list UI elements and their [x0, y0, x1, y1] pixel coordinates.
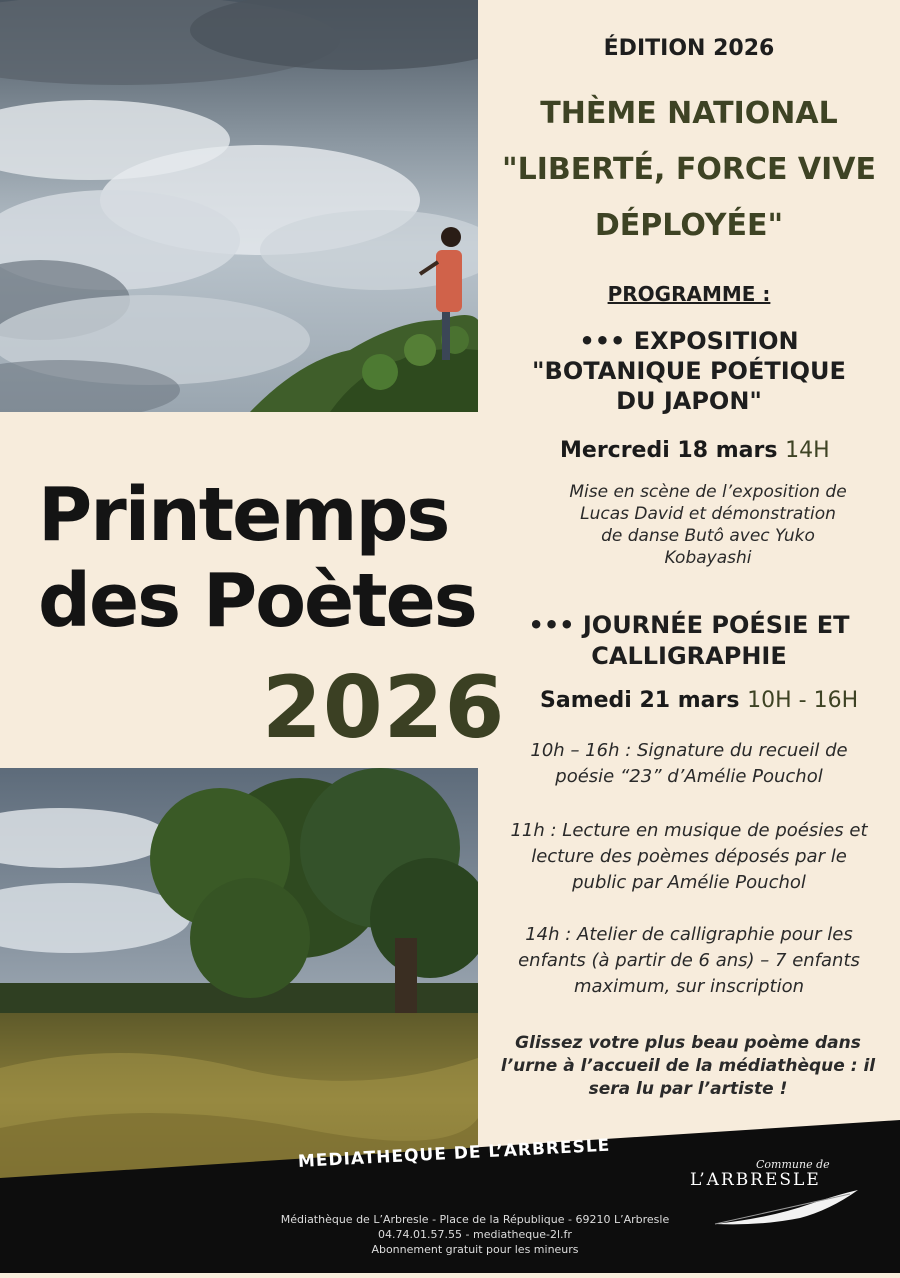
cta-line: sera lu par l’artiste ! — [588, 1079, 788, 1099]
cta-line: Glissez votre plus beau poème dans — [515, 1033, 861, 1053]
event1-date — [560, 438, 830, 463]
event2-day: Samedi 21 mars — [540, 688, 740, 713]
desc-line: Lucas David et démonstration — [580, 504, 836, 524]
title-year: 2026 — [262, 658, 506, 758]
footer-address: Médiathèque de L’Arbresle - Place de la République - 69210 L’Arbresle — [280, 1213, 670, 1226]
event-journee-title — [478, 610, 900, 672]
footer-note: Abonnement gratuit pour les mineurs — [371, 1243, 579, 1256]
event1-day: Mercredi 18 mars — [560, 438, 778, 463]
footer-info — [240, 1212, 710, 1257]
title-printemps: Printemps — [38, 472, 449, 558]
feather-icon — [710, 1188, 860, 1228]
event2-hour: 10H - 16H — [747, 688, 859, 713]
logo-subtitle: Commune de — [756, 1158, 830, 1171]
programme-heading: PROGRAMME : — [607, 282, 771, 306]
desc-line: public par Amélie Pouchol — [572, 872, 806, 893]
title-des-poetes: des Poètes — [38, 558, 476, 644]
call-to-action — [488, 1032, 888, 1101]
arbresle-logo — [690, 1158, 870, 1238]
desc-line: Kobayashi — [664, 548, 752, 568]
desc-line: lecture des poèmes déposés par le — [531, 846, 847, 867]
event-exposition-title — [478, 326, 900, 416]
event2-signature — [498, 738, 880, 790]
desc-line: maximum, sur inscription — [573, 976, 805, 997]
journee-line-1: ••• JOURNÉE POÉSIE ET — [528, 611, 850, 639]
expo-line-2: "BOTANIQUE POÉTIQUE — [532, 357, 846, 385]
event2-lecture — [498, 818, 880, 896]
theme-line-2: "LIBERTÉ, FORCE VIVE — [502, 152, 876, 187]
event2-date — [540, 688, 858, 713]
event1-description — [528, 481, 888, 569]
program-column — [478, 0, 900, 1273]
expo-line-1: ••• EXPOSITION — [579, 327, 799, 355]
logo-name: L’ARBRESLE — [690, 1170, 821, 1190]
national-theme — [478, 86, 900, 254]
event2-atelier — [498, 922, 880, 1000]
theme-line-1: THÈME NATIONAL — [540, 96, 838, 131]
footer-contact: 04.74.01.57.55 - mediatheque-2l.fr — [378, 1228, 572, 1241]
theme-line-3: DÉPLOYÉE" — [594, 208, 784, 243]
cta-line: l’urne à l’accueil de la médiathèque : il — [500, 1056, 876, 1076]
journee-line-2: CALLIGRAPHIE — [591, 642, 787, 670]
desc-line: 10h – 16h : Signature du recueil de — [530, 740, 848, 761]
desc-line: 14h : Atelier de calligraphie pour les — [525, 924, 853, 945]
desc-line: de danse Butô avec Yuko — [601, 526, 815, 546]
footer-title: MEDIATHEQUE DE L’ARBRESLE — [297, 1135, 611, 1172]
event1-hour: 14H — [785, 438, 830, 463]
title-band — [0, 412, 506, 768]
edition-label: ÉDITION 2026 — [603, 36, 775, 61]
desc-line: 11h : Lecture en musique de poésies et — [510, 820, 868, 841]
desc-line: Mise en scène de l’exposition de — [569, 482, 847, 502]
desc-line: enfants (à partir de 6 ans) – 7 enfants — [518, 950, 860, 971]
expo-line-3: DU JAPON" — [616, 387, 762, 415]
desc-line: poésie “23” d’Amélie Pouchol — [555, 766, 823, 787]
top-photo — [0, 0, 478, 412]
